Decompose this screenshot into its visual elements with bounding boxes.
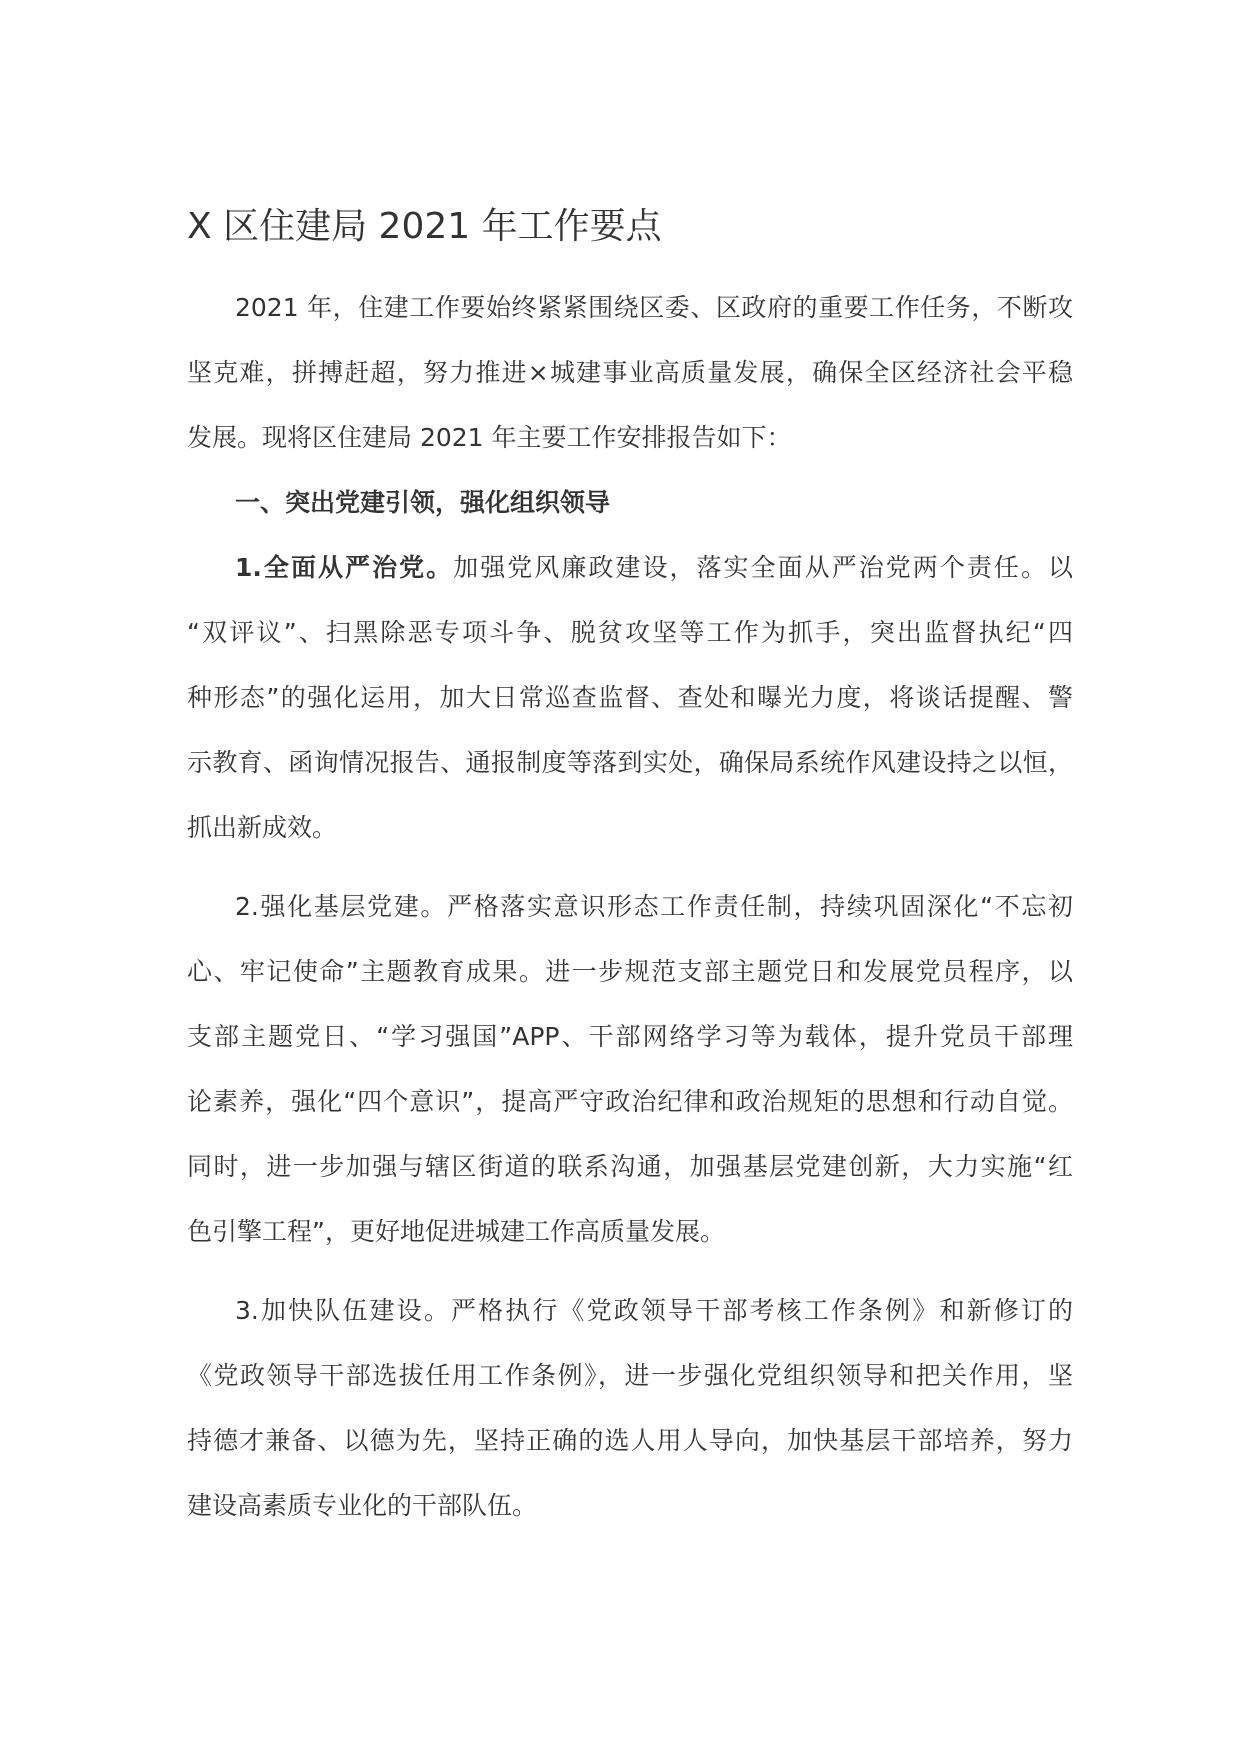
text-line: 抓出新成效。 — [187, 813, 338, 842]
paragraph-party-discipline — [187, 535, 1073, 860]
text-line: “双评议”、扫黑除恶专项斗争、脱贫攻坚等工作为抓手，突出监督执纪“四 — [187, 618, 1073, 647]
text-line: 论素养，强化“四个意识”，提高严守政治纪律和政治规矩的思想和行动自觉。 — [187, 1087, 1073, 1116]
text-line: 种形态”的强化运用，加大日常巡查监督、查处和曝光力度，将谈话提醒、警 — [187, 683, 1073, 712]
text-line: 持德才兼备、以德为先，坚持正确的选人用人导向，加快基层干部培养，努力 — [187, 1426, 1073, 1455]
text-line: 心、牢记使命”主题教育成果。进一步规范支部主题党日和发展党员程序，以 — [187, 957, 1073, 986]
text-span: 加强党风廉政建设，落实全面从严治党两个责任。以 — [453, 553, 1073, 582]
paragraph-team-building — [187, 1278, 1073, 1538]
text-line: 坚克难，拼搏赶超，努力推进×城建事业高质量发展，确保全区经济社会平稳 — [187, 358, 1073, 387]
document-body — [187, 275, 1073, 1538]
text-line: 2.强化基层党建。严格落实意识形态工作责任制，持续巩固深化“不忘初 — [235, 892, 1073, 921]
document-title: X 区住建局 2021 年工作要点 — [187, 206, 662, 247]
text-line: 同时，进一步加强与辖区街道的联系沟通，加强基层党建创新，大力实施“红 — [187, 1152, 1073, 1181]
text-line: 示教育、函询情况报告、通报制度等落到实处，确保局系统作风建设持之以恒， — [187, 748, 1073, 777]
text-line: 发展。现将区住建局 2021 年主要工作安排报告如下： — [187, 423, 792, 452]
text-line: 3.加快队伍建设。严格执行《党政领导干部考核工作条例》和新修订的 — [235, 1296, 1073, 1325]
section-heading: 一、突出党建引领，强化组织领导 — [235, 488, 611, 517]
text-line: 色引擎工程”，更好地促进城建工作高质量发展。 — [187, 1217, 725, 1246]
text-line: 2021 年，住建工作要始终紧紧围绕区委、区政府的重要工作任务，不断攻 — [235, 293, 1073, 322]
text-line — [187, 535, 1073, 600]
paragraph-grassroots — [187, 874, 1073, 1264]
text-line: 支部主题党日、“学习强国”APP、干部网络学习等为载体，提升党员干部理 — [187, 1022, 1073, 1051]
intro-paragraph — [187, 275, 1073, 470]
item-lead: 1.全面从严治党。 — [235, 553, 454, 582]
text-line: 建设高素质专业化的干部队伍。 — [187, 1491, 538, 1520]
text-line: 《党政领导干部选拔任用工作条例》，进一步强化党组织领导和把关作用，坚 — [187, 1361, 1073, 1390]
